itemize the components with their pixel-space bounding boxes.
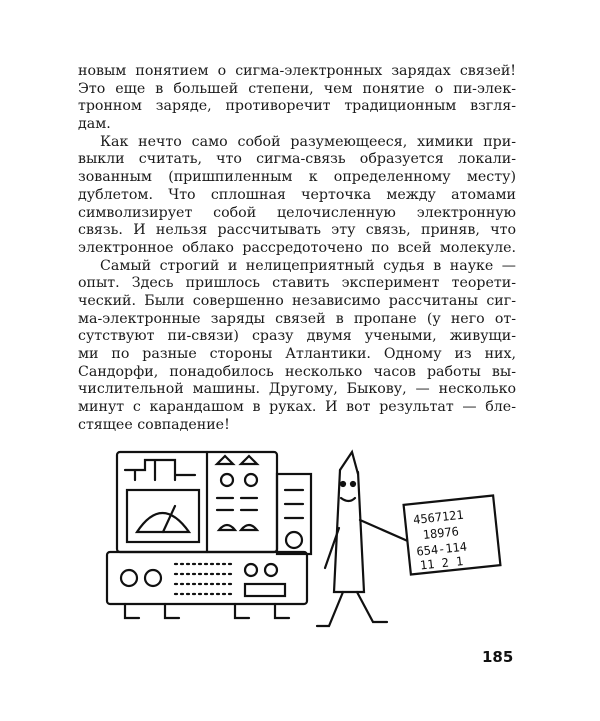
computer-and-pencil-illustration xyxy=(95,440,535,640)
paragraph-1 xyxy=(78,63,516,134)
text-line: дублетом. Что сплошная черточка между атомами xyxy=(78,186,516,203)
sheet-line: 18976 xyxy=(422,524,460,543)
text-line: ческий. Были совершенно независимо рассчитаны сиг- xyxy=(78,292,516,309)
text-line: новым понятием о сигма-электронных зарядах связей! xyxy=(78,63,516,79)
sheet-line: 11 2 1 xyxy=(419,554,464,573)
calculation-sheet xyxy=(404,495,501,574)
text-line: электронное облако рассредоточено по всей молекуле. xyxy=(78,239,516,256)
page-number: 185 xyxy=(482,648,514,666)
text-line: ма-электронные заряды связей в пропане (у него от- xyxy=(78,310,516,327)
text-line: символизирует собой целочисленную электронную xyxy=(78,204,516,221)
text-line: дам. xyxy=(78,116,111,133)
sheet-line: 4567121 xyxy=(412,507,465,527)
body-text xyxy=(78,63,516,434)
paragraph-2 xyxy=(78,134,516,258)
text-line: стящее совпадение! xyxy=(78,416,230,433)
text-line: минут с карандашом в руках. И вот результат — бле- xyxy=(78,399,516,416)
text-line: ми по разные стороны Атлантики. Одному из них, xyxy=(78,346,516,362)
paragraph-3 xyxy=(78,258,516,435)
text-line: зованным (пришпиленным к определенному месту) xyxy=(78,169,516,186)
text-line: Как нечто само собой разумеющееся, химики при- xyxy=(100,133,516,150)
text-line: тронном заряде, противоречит традиционным взгля- xyxy=(78,98,516,115)
text-line: числительной машины. Другому, Быкову, — несколько xyxy=(78,381,516,398)
text-line: Самый строгий и нелицеприятный судья в науке — xyxy=(100,257,516,274)
pencil-character-drawing xyxy=(317,452,410,626)
text-line: выкли считать, что сигма-связь образуется локали- xyxy=(78,151,516,168)
text-line: сутствуют пи-связи) сразу двумя учеными, живущи- xyxy=(78,328,516,345)
sheet-line: 654-114 xyxy=(415,539,468,559)
computer-drawing xyxy=(107,452,311,618)
text-line: Это еще в большей степени, чем понятие о пи-элек- xyxy=(78,80,516,97)
text-line: Сандорфи, понадобилось несколько часов работы вы- xyxy=(78,363,516,380)
text-line: опыт. Здесь пришлось ставить эксперимент теорети- xyxy=(78,275,516,292)
text-line: связь. И нельзя рассчитывать эту связь, приняв, что xyxy=(78,222,516,239)
